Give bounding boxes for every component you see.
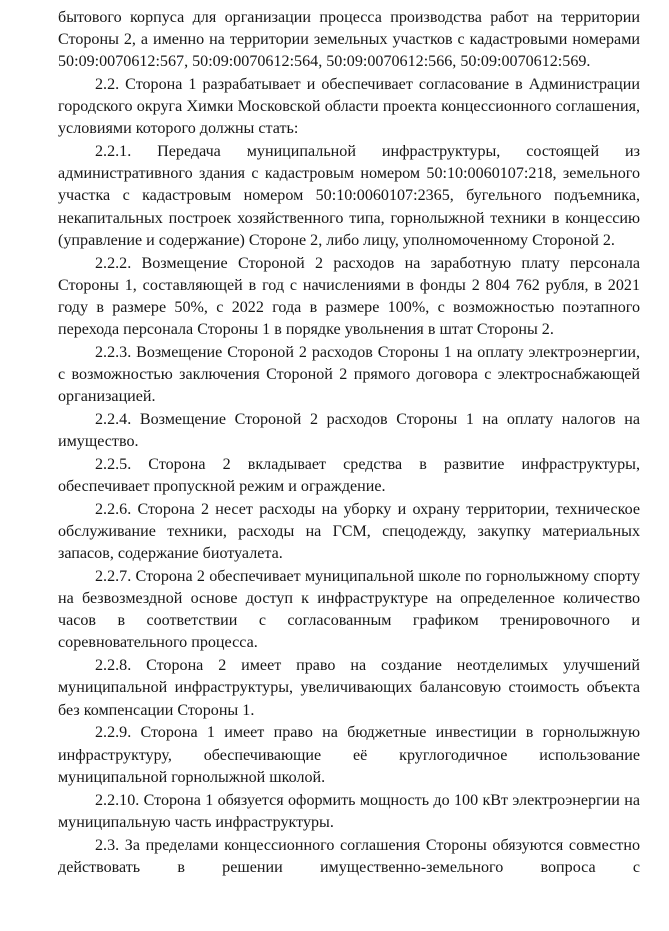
paragraph-2-2-1: 2.2.1. Передача муниципальной инфраструктуры, состоящей из административного здания с кадастровым номером 50:10:0060107:218, земельного участка с кадастровым номером 50:10:0060107:2365, бугельного подъемника, некапитальных построек хозяйственного типа, горнолыжной техники в концессию (управление и содержание) Стороне 2, либо лицу, уполномоченному Стороной 2. (58, 143, 640, 249)
paragraph-continuation-intro: бытового корпуса для организации процесса производства работ на территории Стороны 2, а именно на территории земельных участков с кадастровыми номерами 50:09:0070612:567, 50:09:0070612:564, 50:09:0070612:566, 50:09:0070612:569. (58, 9, 640, 71)
paragraph-2-2-8: 2.2.8. Сторона 2 имеет право на создание неотделимых улучшений муниципальной инфраструктуры, увеличивающих балансовую стоимость объекта без компенсации Стороны 1. (58, 657, 640, 719)
paragraph-2-2: 2.2. Сторона 1 разрабатывает и обеспечивает согласование в Администрации городского округа Химки Московской области проекта концессионного соглашения, условиями которого должны стать: (58, 76, 640, 138)
paragraph-2-2-9: 2.2.9. Сторона 1 имеет право на бюджетные инвестиции в горнолыжную инфраструктуру, обеспечивающие её круглогодичное использование муниципальной горнолыжной школой. (58, 724, 640, 786)
paragraph-2-2-6: 2.2.6. Сторона 2 несет расходы на уборку и охрану территории, техническое обслуживание техники, расходы на ГСМ, спецодежду, закупку материальных запасов, содержание биотуалета. (58, 500, 640, 563)
paragraph-2-2-4: 2.2.4. Возмещение Стороной 2 расходов Стороны 1 на оплату налогов на имущество. (58, 410, 640, 450)
paragraph-2-2-3: 2.2.3. Возмещение Стороной 2 расходов Стороны 1 на оплату электроэнергии, с возможностью заключения Стороной 2 прямого договора с электроснабжающей организацией. (58, 343, 640, 405)
paragraph-2-3: 2.3. За пределами концессионного соглашения Стороны обязуются совместно действовать в решении имущественно-земельного вопроса с (58, 836, 640, 876)
paragraph-2-2-5: 2.2.5. Сторона 2 вкладывает средства в развитие инфраструктуры, обеспечивает пропускной режим и ограждение. (58, 455, 640, 496)
paragraph-2-2-2: 2.2.2. Возмещение Стороной 2 расходов на заработную плату персонала Стороны 1, составляющей в год с начислениями в фонды 2 804 762 рубля, в 2021 году в размере 50%, с 2022 года в размере 100%, с возможностью поэтапного перехода персонала Стороны 1 в порядке увольнения в штат Стороны 2. (58, 254, 640, 338)
document-body (58, 7, 640, 879)
paragraph-2-2-10: 2.2.10. Сторона 1 обязуется оформить мощность до 100 кВт электроэнергии на муниципальную часть инфраструктуры. (58, 791, 640, 831)
paragraph-2-2-7: 2.2.7. Сторона 2 обеспечивает муниципальной школе по горнолыжному спорту на безвозмездной основе доступ к инфраструктуре на определенное количество часов в соответствии с согласованным графиком тренировочного и соревновательного процесса. (58, 568, 640, 652)
